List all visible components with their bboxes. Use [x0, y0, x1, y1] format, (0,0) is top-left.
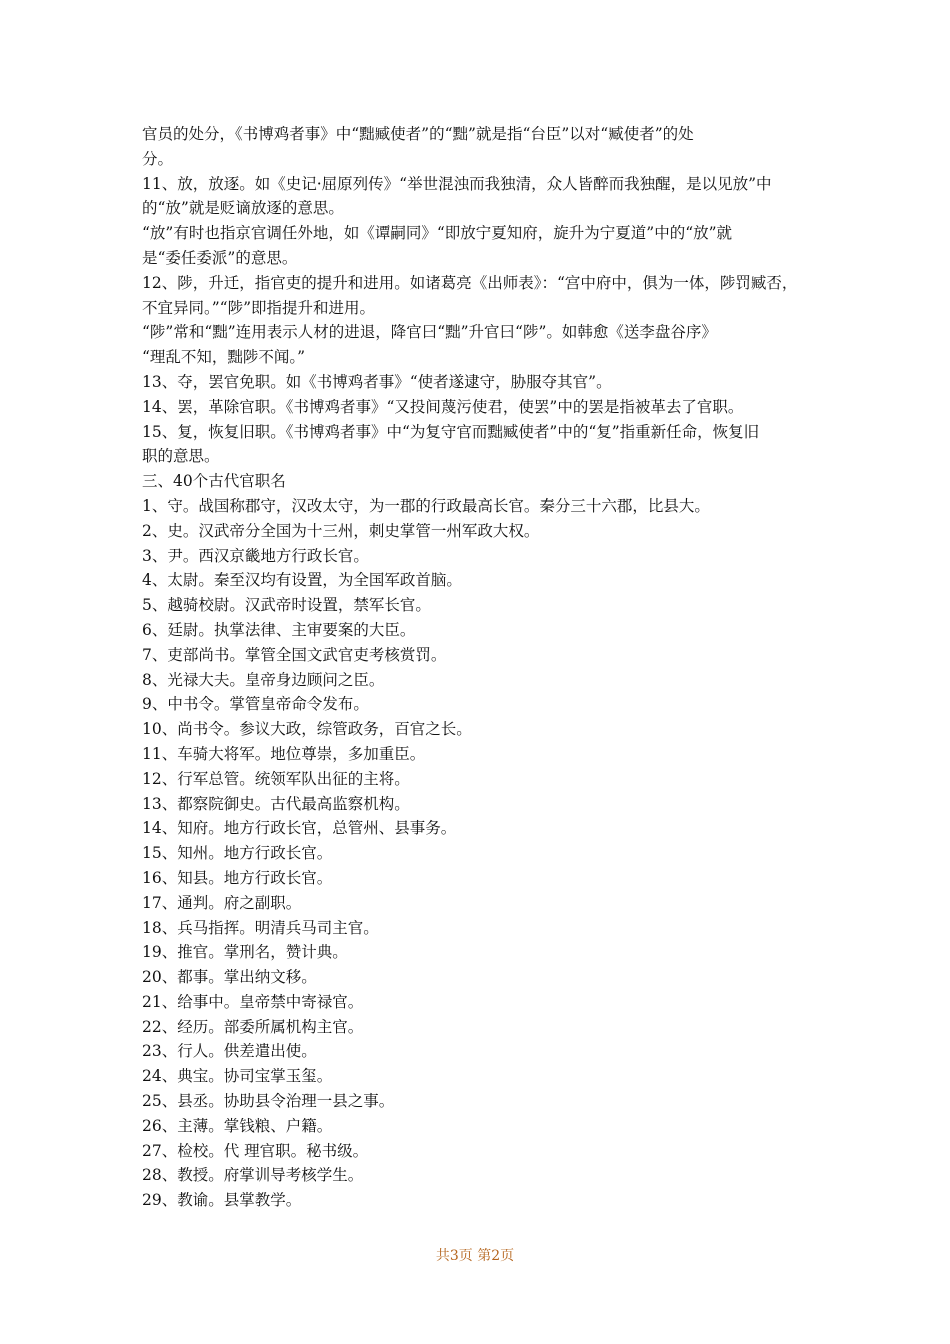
section-heading: 三、40个古代官职名: [142, 472, 286, 491]
list-item: 17、通判。府之副职。: [142, 893, 302, 912]
text-line: “陟”常和“黜”连用表示人材的进退，降官曰“黜”升官曰“陟”。如韩愈《送李盘谷序》: [142, 323, 717, 342]
text-line: 是“委任委派”的意思。: [142, 248, 298, 267]
list-item: 23、行人。供差遣出使。: [142, 1042, 317, 1061]
text-line: 的“放”就是贬谪放逐的意思。: [142, 199, 344, 218]
list-item: 7、吏部尚书。掌管全国文武官吏考核赏罚。: [142, 645, 447, 664]
list-item: 1、守。战国称郡守，汉改太守，为一郡的行政最高长官。秦分三十六郡，比县大。: [142, 496, 710, 515]
text-line: “理乱不知，黜陟不闻。”: [142, 348, 306, 367]
list-item: 22、经历。部委所属机构主官。: [142, 1017, 364, 1036]
list-item: 3、尹。西汉京畿地方行政长官。: [142, 546, 369, 565]
list-item: 15、知州。地方行政长官。: [142, 844, 333, 863]
list-item: 12、行军总管。统领军队出征的主将。: [142, 769, 410, 788]
list-item: 25、县丞。协助县令治理一县之事。: [142, 1092, 395, 1111]
text-line: 14、罢，革除官职。《书博鸡者事》“又投间蔑污使君，使罢”中的罢是指被革去了官职。: [142, 397, 744, 416]
text-line: 官员的处分，《书博鸡者事》中“黜臧使者”的“黜”就是指“台臣”以对“臧使者”的处: [142, 125, 694, 143]
text-line: “放”有时也指京官调任外地，如《谭嗣同》“即放宁夏知府，旋升为宁夏道”中的“放”就: [142, 224, 733, 243]
list-item: 14、知府。地方行政长官，总管州、县事务。: [142, 819, 457, 838]
list-item: 8、光禄大夫。皇帝身边顾问之臣。: [142, 670, 385, 689]
page-number-footer: 共3页 第2页: [435, 1248, 515, 1264]
list-item: 4、太尉。秦至汉均有设置，为全国军政首脑。: [142, 571, 462, 590]
text-line: 职的意思。: [142, 447, 220, 466]
text-line: 分。: [142, 149, 174, 168]
list-item: 6、廷尉。执掌法律、主审要案的大臣。: [142, 620, 416, 639]
list-item: 16、知县。地方行政长官。: [142, 868, 333, 887]
text-line: 不宜异同。”“陟”即指提升和进用。: [142, 298, 376, 317]
list-item: 27、检校。代 理官职。秘书级。: [142, 1141, 369, 1160]
text-line: 11、放，放逐。如《史记·屈原列传》“举世混浊而我独清，众人皆醉而我独醒，是以见放”中: [142, 174, 772, 193]
text-line: 15、复，恢复旧职。《书博鸡者事》中“为复守官而黜臧使者”中的“复”指重新任命，恢复旧: [142, 422, 760, 441]
list-item: 29、教谕。县掌教学。: [142, 1191, 302, 1210]
document-body: [142, 122, 812, 1213]
list-item: 28、教授。府掌训导考核学生。: [142, 1166, 364, 1185]
list-item: 11、车骑大将军。地位尊崇，多加重臣。: [142, 744, 426, 763]
list-item: 5、越骑校尉。汉武帝时设置，禁军长官。: [142, 596, 431, 615]
list-item: 9、中书令。掌管皇帝命令发布。: [142, 695, 369, 714]
list-item: 24、典宝。协司宝掌玉玺。: [142, 1067, 333, 1086]
list-item: 20、都事。掌出纳文移。: [142, 968, 317, 987]
list-item: 21、给事中。皇帝禁中寄禄官。: [142, 992, 364, 1011]
list-item: 2、史。汉武帝分全国为十三州，刺史掌管一州军政大权。: [142, 521, 540, 540]
text-line: 13、夺，罢官免职。如《书博鸡者事》“使者遂逮守，胁服夺其官”。: [142, 372, 612, 391]
list-item: 18、兵马指挥。明清兵马司主官。: [142, 918, 379, 937]
text-line: 12、陟，升迁，指官吏的提升和进用。如诸葛亮《出师表》：“宫中府中，俱为一体，陟罚臧否，: [142, 273, 798, 292]
list-item: 26、主薄。掌钱粮、户籍。: [142, 1116, 333, 1135]
list-item: 19、推官。掌刑名，赞计典。: [142, 943, 348, 962]
list-item: 10、尚书令。参议大政，综管政务，百官之长。: [142, 720, 472, 739]
list-item: 13、都察院御史。古代最高监察机构。: [142, 794, 410, 813]
